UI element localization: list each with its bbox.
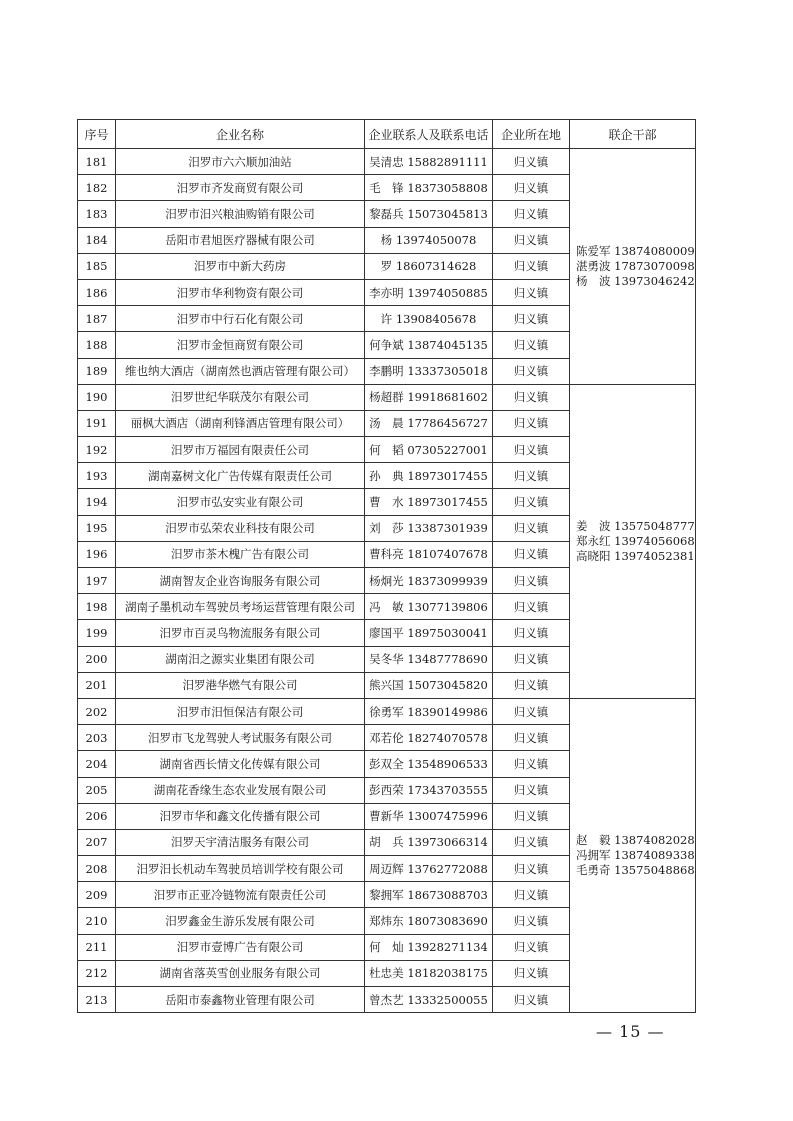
cell-location: 归义镇 bbox=[493, 672, 570, 698]
cell-serial-no: 199 bbox=[78, 620, 116, 646]
cell-contact: 曹 水 18973017455 bbox=[365, 489, 493, 515]
cell-contact: 罗 18607314628 bbox=[365, 253, 493, 279]
cell-contact: 曹新华 13007475996 bbox=[365, 803, 493, 829]
cell-contact: 廖国平 18975030041 bbox=[365, 620, 493, 646]
liaison-line: 毛勇奇 13575048868 bbox=[576, 863, 695, 878]
cell-enterprise-name: 维也纳大酒店（湖南然也酒店管理有限公司） bbox=[116, 358, 365, 384]
liaison-line: 杨 波 13973046242 bbox=[576, 273, 695, 288]
header-serial-no: 序号 bbox=[78, 120, 116, 149]
cell-serial-no: 212 bbox=[78, 960, 116, 986]
cell-enterprise-name: 汨罗市华利物资有限公司 bbox=[116, 279, 365, 305]
cell-contact: 毛 锋 18373058808 bbox=[365, 175, 493, 201]
cell-location: 归义镇 bbox=[493, 908, 570, 934]
cell-enterprise-name: 汨罗市正亚冷链物流有限责任公司 bbox=[116, 882, 365, 908]
cell-location: 归义镇 bbox=[493, 960, 570, 986]
cell-contact: 汤 晨 17786456727 bbox=[365, 410, 493, 436]
cell-serial-no: 203 bbox=[78, 725, 116, 751]
cell-location: 归义镇 bbox=[493, 384, 570, 410]
cell-enterprise-name: 汨罗市汨兴粮油购销有限公司 bbox=[116, 201, 365, 227]
cell-serial-no: 205 bbox=[78, 777, 116, 803]
cell-enterprise-name: 汨罗市弘荣农业科技有限公司 bbox=[116, 515, 365, 541]
cell-location: 归义镇 bbox=[493, 620, 570, 646]
cell-contact: 李亦明 13974050885 bbox=[365, 279, 493, 305]
cell-contact: 吴清忠 15882891111 bbox=[365, 149, 493, 175]
cell-serial-no: 196 bbox=[78, 541, 116, 567]
cell-location: 归义镇 bbox=[493, 594, 570, 620]
cell-contact: 彭双全 13548906533 bbox=[365, 751, 493, 777]
cell-location: 归义镇 bbox=[493, 489, 570, 515]
cell-location: 归义镇 bbox=[493, 463, 570, 489]
enterprise-liaison-table bbox=[77, 119, 696, 1013]
cell-location: 归义镇 bbox=[493, 829, 570, 855]
cell-location: 归义镇 bbox=[493, 541, 570, 567]
cell-location: 归义镇 bbox=[493, 646, 570, 672]
cell-contact: 孙 典 18973017455 bbox=[365, 463, 493, 489]
cell-enterprise-name: 岳阳市君旭医疗器械有限公司 bbox=[116, 227, 365, 253]
header-contact: 企业联系人及联系电话 bbox=[365, 120, 493, 149]
cell-location: 归义镇 bbox=[493, 201, 570, 227]
cell-enterprise-name: 岳阳市泰鑫物业管理有限公司 bbox=[116, 987, 365, 1013]
liaison-line: 冯拥军 13874089338 bbox=[576, 848, 695, 863]
cell-location: 归义镇 bbox=[493, 149, 570, 175]
cell-enterprise-name: 汨罗市茶木槐广告有限公司 bbox=[116, 541, 365, 567]
cell-location: 归义镇 bbox=[493, 437, 570, 463]
cell-location: 归义镇 bbox=[493, 515, 570, 541]
cell-serial-no: 183 bbox=[78, 201, 116, 227]
cell-serial-no: 191 bbox=[78, 410, 116, 436]
cell-enterprise-name: 汨罗市万福园有限责任公司 bbox=[116, 437, 365, 463]
cell-serial-no: 193 bbox=[78, 463, 116, 489]
cell-serial-no: 194 bbox=[78, 489, 116, 515]
cell-location: 归义镇 bbox=[493, 856, 570, 882]
cell-enterprise-name: 汨罗市六六顺加油站 bbox=[116, 149, 365, 175]
cell-serial-no: 186 bbox=[78, 279, 116, 305]
cell-serial-no: 188 bbox=[78, 332, 116, 358]
cell-location: 归义镇 bbox=[493, 568, 570, 594]
cell-location: 归义镇 bbox=[493, 882, 570, 908]
cell-liaison-group bbox=[570, 698, 696, 1012]
cell-serial-no: 204 bbox=[78, 751, 116, 777]
cell-enterprise-name: 湖南汨之源实业集团有限公司 bbox=[116, 646, 365, 672]
header-liaison-cadre: 联企干部 bbox=[570, 120, 696, 149]
table-row bbox=[78, 149, 696, 175]
cell-serial-no: 213 bbox=[78, 987, 116, 1013]
cell-serial-no: 211 bbox=[78, 934, 116, 960]
cell-serial-no: 206 bbox=[78, 803, 116, 829]
cell-contact: 杨超群 19918681602 bbox=[365, 384, 493, 410]
cell-contact: 杨 13974050078 bbox=[365, 227, 493, 253]
cell-serial-no: 189 bbox=[78, 358, 116, 384]
cell-contact: 胡 兵 13973066314 bbox=[365, 829, 493, 855]
cell-location: 归义镇 bbox=[493, 725, 570, 751]
cell-location: 归义镇 bbox=[493, 253, 570, 279]
cell-enterprise-name: 湖南子墨机动车驾驶员考场运营管理有限公司 bbox=[116, 594, 365, 620]
cell-enterprise-name: 汨罗市中新大药房 bbox=[116, 253, 365, 279]
table-body bbox=[78, 149, 696, 1013]
cell-location: 归义镇 bbox=[493, 306, 570, 332]
cell-enterprise-name: 汨罗市弘安实业有限公司 bbox=[116, 489, 365, 515]
cell-location: 归义镇 bbox=[493, 987, 570, 1013]
cell-enterprise-name: 汨罗港华燃气有限公司 bbox=[116, 672, 365, 698]
header-location: 企业所在地 bbox=[493, 120, 570, 149]
cell-enterprise-name: 汨罗市中行石化有限公司 bbox=[116, 306, 365, 332]
cell-serial-no: 208 bbox=[78, 856, 116, 882]
liaison-line: 高晓阳 13974052381 bbox=[576, 548, 695, 563]
table-row bbox=[78, 698, 696, 724]
cell-contact: 何 灿 13928271134 bbox=[365, 934, 493, 960]
cell-serial-no: 201 bbox=[78, 672, 116, 698]
cell-contact: 彭西荣 17343703555 bbox=[365, 777, 493, 803]
liaison-line: 赵 毅 13874082028 bbox=[576, 833, 695, 848]
table-row bbox=[78, 384, 696, 410]
cell-serial-no: 184 bbox=[78, 227, 116, 253]
cell-serial-no: 200 bbox=[78, 646, 116, 672]
cell-contact: 何争斌 13874045135 bbox=[365, 332, 493, 358]
cell-serial-no: 198 bbox=[78, 594, 116, 620]
cell-contact: 吴冬华 13487778690 bbox=[365, 646, 493, 672]
cell-contact: 许 13908405678 bbox=[365, 306, 493, 332]
cell-location: 归义镇 bbox=[493, 227, 570, 253]
cell-contact: 黎拥军 18673088703 bbox=[365, 882, 493, 908]
cell-enterprise-name: 湖南省西长情文化传媒有限公司 bbox=[116, 751, 365, 777]
cell-serial-no: 210 bbox=[78, 908, 116, 934]
cell-location: 归义镇 bbox=[493, 803, 570, 829]
cell-enterprise-name: 湖南嘉树文化广告传媒有限责任公司 bbox=[116, 463, 365, 489]
cell-serial-no: 181 bbox=[78, 149, 116, 175]
cell-location: 归义镇 bbox=[493, 777, 570, 803]
cell-contact: 曹科亮 18107407678 bbox=[365, 541, 493, 567]
cell-serial-no: 202 bbox=[78, 698, 116, 724]
table-header-row bbox=[78, 120, 696, 149]
cell-enterprise-name: 汨罗市飞龙驾驶人考试服务有限公司 bbox=[116, 725, 365, 751]
cell-enterprise-name: 汨罗世纪华联茂尔有限公司 bbox=[116, 384, 365, 410]
cell-location: 归义镇 bbox=[493, 934, 570, 960]
cell-location: 归义镇 bbox=[493, 751, 570, 777]
cell-serial-no: 195 bbox=[78, 515, 116, 541]
cell-enterprise-name: 汨罗市金恒商贸有限公司 bbox=[116, 332, 365, 358]
cell-location: 归义镇 bbox=[493, 175, 570, 201]
cell-enterprise-name: 汨罗市百灵鸟物流服务有限公司 bbox=[116, 620, 365, 646]
cell-location: 归义镇 bbox=[493, 698, 570, 724]
cell-serial-no: 209 bbox=[78, 882, 116, 908]
cell-contact: 徐勇军 18390149986 bbox=[365, 698, 493, 724]
cell-serial-no: 187 bbox=[78, 306, 116, 332]
liaison-line: 姜 波 13575048777 bbox=[576, 518, 695, 533]
cell-serial-no: 190 bbox=[78, 384, 116, 410]
cell-enterprise-name: 汨罗汨长机动车驾驶员培训学校有限公司 bbox=[116, 856, 365, 882]
liaison-line: 郑永红 13974056068 bbox=[576, 533, 695, 548]
cell-enterprise-name: 丽枫大酒店（湖南利锋酒店管理有限公司） bbox=[116, 410, 365, 436]
cell-serial-no: 185 bbox=[78, 253, 116, 279]
header-enterprise-name: 企业名称 bbox=[116, 120, 365, 149]
cell-enterprise-name: 汨罗鑫金生游乐发展有限公司 bbox=[116, 908, 365, 934]
cell-enterprise-name: 湖南省落英雪创业服务有限公司 bbox=[116, 960, 365, 986]
cell-contact: 郑炜东 18073083690 bbox=[365, 908, 493, 934]
cell-enterprise-name: 湖南花香缘生态农业发展有限公司 bbox=[116, 777, 365, 803]
cell-contact: 邓若伦 18274070578 bbox=[365, 725, 493, 751]
cell-serial-no: 182 bbox=[78, 175, 116, 201]
cell-location: 归义镇 bbox=[493, 332, 570, 358]
cell-serial-no: 197 bbox=[78, 568, 116, 594]
page-number: — 15 — bbox=[596, 1022, 665, 1041]
liaison-line: 湛勇波 17873070098 bbox=[576, 258, 695, 273]
cell-contact: 李鹏明 13337305018 bbox=[365, 358, 493, 384]
cell-contact: 刘 莎 13387301939 bbox=[365, 515, 493, 541]
cell-enterprise-name: 汨罗市齐发商贸有限公司 bbox=[116, 175, 365, 201]
cell-location: 归义镇 bbox=[493, 410, 570, 436]
cell-contact: 熊兴国 15073045820 bbox=[365, 672, 493, 698]
cell-contact: 周迈辉 13762772088 bbox=[365, 856, 493, 882]
cell-contact: 曾杰艺 13332500055 bbox=[365, 987, 493, 1013]
cell-location: 归义镇 bbox=[493, 279, 570, 305]
cell-location: 归义镇 bbox=[493, 358, 570, 384]
cell-serial-no: 207 bbox=[78, 829, 116, 855]
cell-liaison-group bbox=[570, 149, 696, 385]
cell-liaison-group bbox=[570, 384, 696, 698]
cell-enterprise-name: 汨罗市汨恒保洁有限公司 bbox=[116, 698, 365, 724]
cell-enterprise-name: 汨罗天宇清洁服务有限公司 bbox=[116, 829, 365, 855]
cell-contact: 杜忠美 18182038175 bbox=[365, 960, 493, 986]
cell-contact: 黎磊兵 15073045813 bbox=[365, 201, 493, 227]
cell-serial-no: 192 bbox=[78, 437, 116, 463]
cell-enterprise-name: 湖南智友企业咨询服务有限公司 bbox=[116, 568, 365, 594]
cell-contact: 冯 敏 13077139806 bbox=[365, 594, 493, 620]
cell-contact: 杨炯光 18373099939 bbox=[365, 568, 493, 594]
cell-enterprise-name: 汨罗市壹博广告有限公司 bbox=[116, 934, 365, 960]
liaison-line: 陈爱军 13874080009 bbox=[576, 243, 695, 258]
cell-contact: 何 韬 07305227001 bbox=[365, 437, 493, 463]
cell-enterprise-name: 汨罗市华和鑫文化传播有限公司 bbox=[116, 803, 365, 829]
